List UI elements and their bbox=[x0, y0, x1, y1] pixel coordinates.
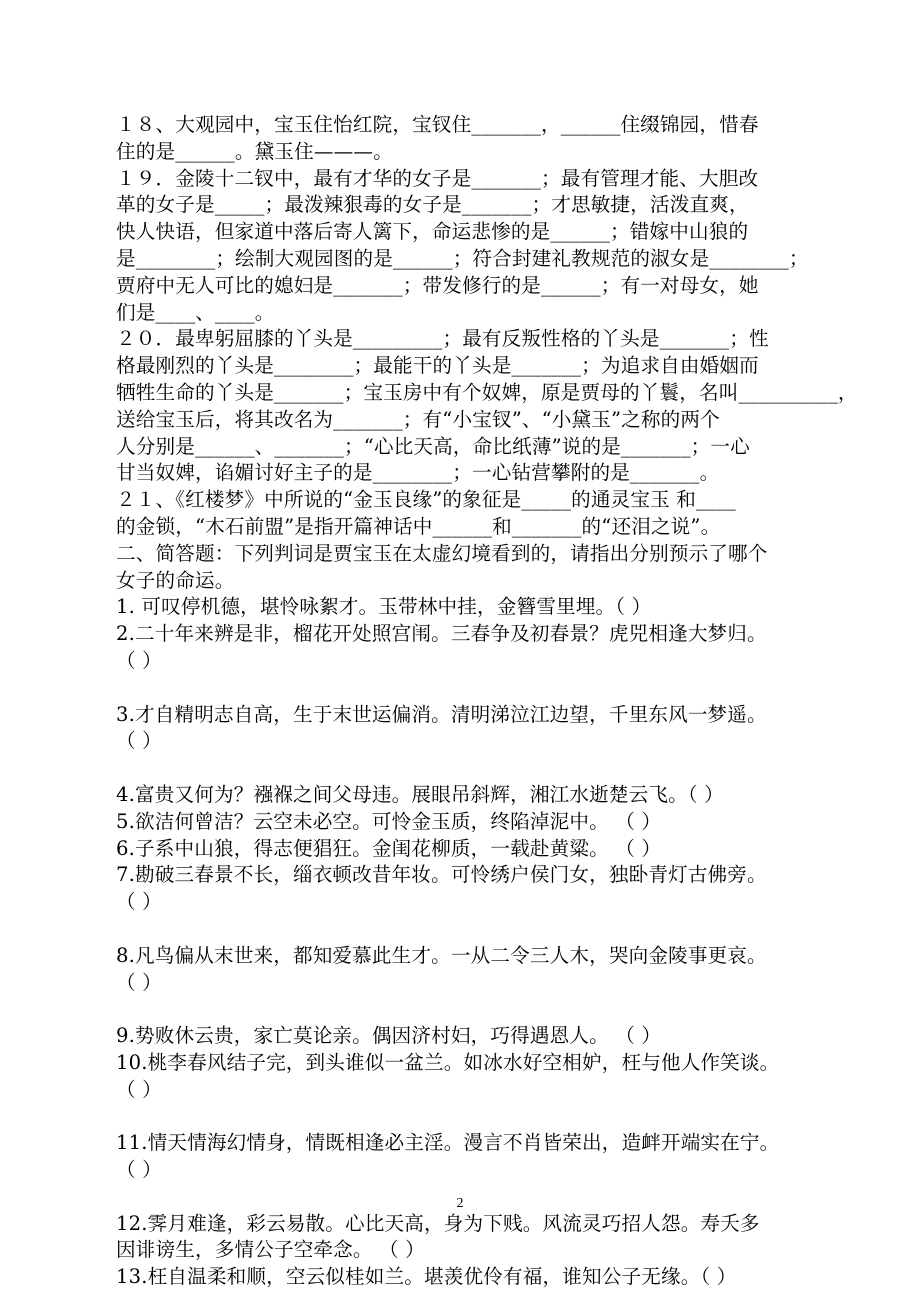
text-line: 甘当奴婢，谄媚讨好主子的是________；一心钻营攀附的是_______。 bbox=[116, 461, 720, 485]
text-line: （ ） bbox=[116, 1077, 162, 1101]
text-line: 人分别是______、_______；“心比天高，命比纸薄”说的是_______；一心 bbox=[116, 434, 750, 458]
text-line: 女子的命运。 bbox=[116, 568, 235, 592]
text-line: 快人快语，但家道中落后寄人篱下，命运悲惨的是______；错嫁中山狼的 bbox=[116, 220, 749, 244]
text-line: 3.才自精明志自高，生于末世运偏消。清明涕泣江边望，千里东风一梦遥。 bbox=[116, 702, 767, 726]
text-line: 是________；绘制大观园图的是______；符合封建礼教规范的淑女是________； bbox=[116, 246, 809, 270]
text-line: 革的女子是_____；最泼辣狠毒的女子是_______；才思敏捷，活泼直爽， bbox=[116, 193, 749, 217]
text-line: 4.富贵又何为？襁褓之间父母违。展眼吊斜辉，湘江水逝楚云飞。（ ） bbox=[116, 782, 724, 806]
page-number: 2 bbox=[456, 1196, 464, 1211]
text-line: 二、简答题：下列判词是贾宝玉在太虚幻境看到的，请指出分别预示了哪个 bbox=[116, 541, 768, 565]
text-line: 格最刚烈的丫头是________；最能干的丫头是_______；为追求自由婚姻而 bbox=[116, 354, 759, 378]
text-line: （ ） bbox=[116, 729, 162, 753]
text-line: 11.情天情海幻情身，情既相逢必主淫。漫言不肖皆荣出，造衅开端实在宁。 bbox=[116, 1131, 780, 1155]
text-line: 10.桃李春风结子完，到头谁似一盆兰。如冰水好空相妒，枉与他人作笑谈。 bbox=[116, 1050, 780, 1074]
text-line: 的金锁，“木石前盟”是指开篇神话中______和_______的“还泪之说”。 bbox=[116, 514, 721, 538]
blank-line bbox=[116, 1103, 840, 1130]
blank-line bbox=[116, 755, 840, 782]
text-line: １８、大观园中，宝玉住怡红院，宝钗住_______，______住缀锦园，惜春 bbox=[116, 113, 759, 136]
text-line: 8.凡鸟偏从末世来，都知爱慕此生才。一从二令三人木，哭向金陵事更哀。 bbox=[116, 943, 767, 967]
text-line: （ ） bbox=[116, 648, 162, 672]
text-line: （ ） bbox=[116, 890, 162, 914]
text-line: １９．金陵十二钗中，最有才华的女子是_______；最有管理才能、大胆改 bbox=[116, 166, 759, 190]
blank-line bbox=[116, 916, 840, 943]
text-line: 们是____、____。 bbox=[116, 300, 275, 324]
text-line: ２１、《红楼梦》中所说的“金玉良缘”的象征是_____的通灵宝玉 和____ bbox=[116, 488, 736, 512]
text-line: 6.子系中山狼，得志便猖狂。金闺花柳质，一载赴黄粱。 （ ） bbox=[116, 836, 662, 860]
text-line: （ ） bbox=[116, 1158, 162, 1182]
text-line: 送给宝玉后，将其改名为_______；有“小宝钗”、“小黛玉”之称的两个 bbox=[116, 407, 720, 431]
text-line: 9.势败休云贵，家亡莫论亲。偶因济村妇，巧得遇恩人。 （ ） bbox=[116, 1024, 662, 1048]
question-text-block bbox=[116, 112, 858, 1291]
text-line: 住的是______。黛玉住———。 bbox=[116, 139, 393, 163]
blank-line bbox=[116, 996, 840, 1023]
text-line: ２０．最卑躬屈膝的丫头是_________；最有反叛性格的丫头是_______；性 bbox=[116, 327, 769, 351]
text-line: 2.二十年来辨是非，榴花开处照宫闱。三春争及初春景？虎兕相逢大梦归。 bbox=[116, 622, 767, 646]
text-line: 因诽谤生，多情公子空牵念。 （ ） bbox=[116, 1238, 425, 1262]
blank-line bbox=[116, 675, 840, 702]
text-line: 5.欲洁何曾洁？云空未必空。可怜金玉质，终陷淖泥中。 （ ） bbox=[116, 809, 662, 833]
text-line: 13.枉自温柔和顺，空云似桂如兰。堪羡优伶有福，谁知公子无缘。（ ） bbox=[116, 1265, 737, 1289]
text-line: 牺牲生命的丫头是_______；宝玉房中有个奴婢，原是贾母的丫鬟，名叫__________， bbox=[116, 380, 858, 404]
text-line: 贾府中无人可比的媳妇是_______；带发修行的是______；有一对母女，她 bbox=[116, 273, 759, 297]
text-line: （ ） bbox=[116, 970, 162, 994]
text-line: 12.霁月难逢，彩云易散。心比天高，身为下贱。风流灵巧招人怨。寿夭多 bbox=[116, 1211, 760, 1235]
text-line: 1. 可叹停机德，堪怜咏絮才。玉带林中挂，金簪雪里埋。（ ） bbox=[116, 595, 652, 619]
text-line: 7.勘破三春景不长，缁衣顿改昔年妆。可怜绣户侯门女，独卧青灯古佛旁。 bbox=[116, 863, 767, 887]
